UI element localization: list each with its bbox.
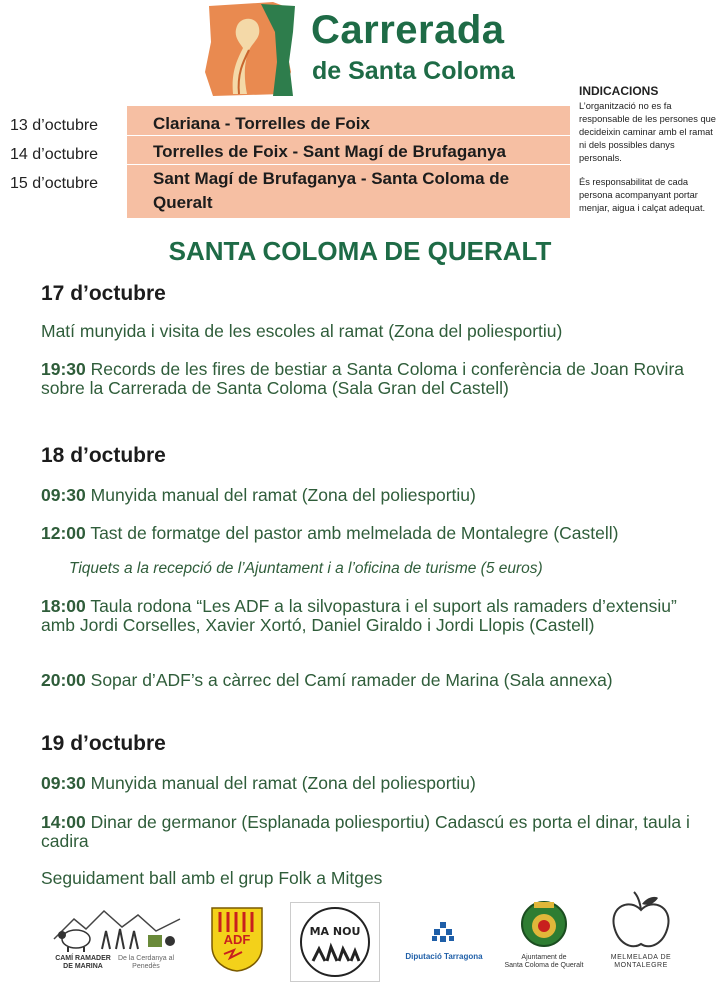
adf-label: ADF (223, 932, 251, 947)
carrerada-logo-icon (203, 2, 295, 98)
event-text: Munyida manual del ramat (Zona del poliesportiu) (90, 773, 476, 793)
sheep-icon (52, 905, 182, 953)
event-text: Dinar de germanor (Esplanada poliesportiu) Cadascú es porta el dinar, taula i cadira (41, 812, 690, 851)
event-time: 18:00 (41, 596, 86, 616)
event-time: 09:30 (41, 485, 86, 505)
event-text: Munyida manual del ramat (Zona del poliesportiu) (90, 485, 476, 505)
day-heading: 17 d’octubre (41, 282, 166, 305)
ajuntament-logo (502, 898, 586, 974)
event-text: Matí munyida i visita de les escoles al ramat (Zona del poliesportiu) (41, 321, 563, 341)
event-text: Seguidament ball amb el grup Folk a Mitges (41, 868, 383, 888)
event-title: Carrerada (311, 8, 505, 52)
event-time: 12:00 (41, 523, 86, 543)
event-item (41, 360, 706, 397)
event-item (41, 597, 706, 634)
coat-of-arms-icon (502, 898, 586, 952)
event-time: 19:30 (41, 359, 86, 379)
page-title: SANTA COLOMA DE QUERALT (168, 236, 552, 266)
diputacio-icon (402, 920, 486, 948)
day-heading: 18 d’octubre (41, 444, 166, 467)
diputacio-name: Diputació Tarragona (405, 952, 483, 961)
event-item (41, 322, 706, 341)
divider (127, 164, 570, 165)
event-time: 09:30 (41, 773, 86, 793)
svg-text:MA NOU: MA NOU (309, 925, 361, 938)
diputacio-logo (402, 920, 486, 966)
indicacions-title: INDICACIONS (579, 84, 659, 98)
indicacions-text: És responsabilitat de cada persona acompanyant portar menjar, aigua i calçat adequat. (579, 177, 706, 213)
event-item (41, 774, 706, 793)
apple-icon (602, 890, 680, 952)
event-item (41, 486, 706, 505)
cami-ramader-logo (52, 905, 182, 977)
route-stage: Torrelles de Foix - Sant Magí de Brufaganya (153, 142, 506, 161)
route-date: 13 d’octubre (10, 117, 99, 134)
event-text: Records de les fires de bestiar a Santa Coloma i conferència de Joan Rovira sobre la Carrerada de Santa Coloma (Sala Gran del Castell) (41, 359, 685, 398)
event-item (41, 671, 706, 690)
ma-nou-logo (290, 902, 380, 982)
event-item (41, 813, 706, 850)
melmelada-line2: MONTALEGRE (614, 962, 668, 969)
adf-logo (210, 906, 264, 972)
melmelada-line1: MELMELADA DE (610, 954, 672, 961)
event-item (41, 869, 706, 888)
event-time: 20:00 (41, 670, 86, 690)
melmelada-logo (602, 890, 680, 976)
event-text: Sopar d’ADF’s a càrrec del Camí ramader de Marina (Sala annexa) (90, 670, 613, 690)
indicacions-panel (579, 84, 717, 226)
route-stage: Clariana - Torrelles de Foix (153, 114, 370, 133)
ajuntament-line1: Ajuntament de (521, 954, 567, 961)
route-date: 14 d’octubre (10, 146, 99, 163)
route-date: 15 d’octubre (10, 175, 99, 192)
route-table (127, 106, 570, 218)
event-subtitle: de Santa Coloma (312, 57, 515, 85)
ajuntament-line2: Santa Coloma de Queralt (504, 962, 584, 969)
route-stage: Sant Magí de Brufaganya - Santa Coloma de Queralt (153, 169, 510, 212)
event-time: 14:00 (41, 812, 86, 832)
ma-nou-name (291, 903, 292, 904)
day-heading: 19 d’octubre (41, 732, 166, 755)
indicacions-text: L’organització no es fa responsable de les persones que decideixin caminar amb el ramat ni dels possibles danys personals. (579, 101, 716, 163)
event-note: Tiquets a la recepció de l’Ajuntament i a l’oficina de turisme (5 euros) (69, 560, 543, 577)
cami-ramader-name: CAMÍ RAMADER DE MARINA (55, 955, 111, 970)
event-text: Taula rodona “Les ADF a la silvopastura i el suport als ramaders d’extensiu” amb Jordi Corselles, Xavier Xortó, Daniel Giraldo i Jordi Llopis (Castell) (41, 596, 677, 635)
cami-ramader-sub: De la Cerdanya al Penedès (117, 955, 175, 970)
event-item (41, 524, 706, 543)
event-text: Tast de formatge del pastor amb melmelada de Montalegre (Castell) (90, 523, 619, 543)
